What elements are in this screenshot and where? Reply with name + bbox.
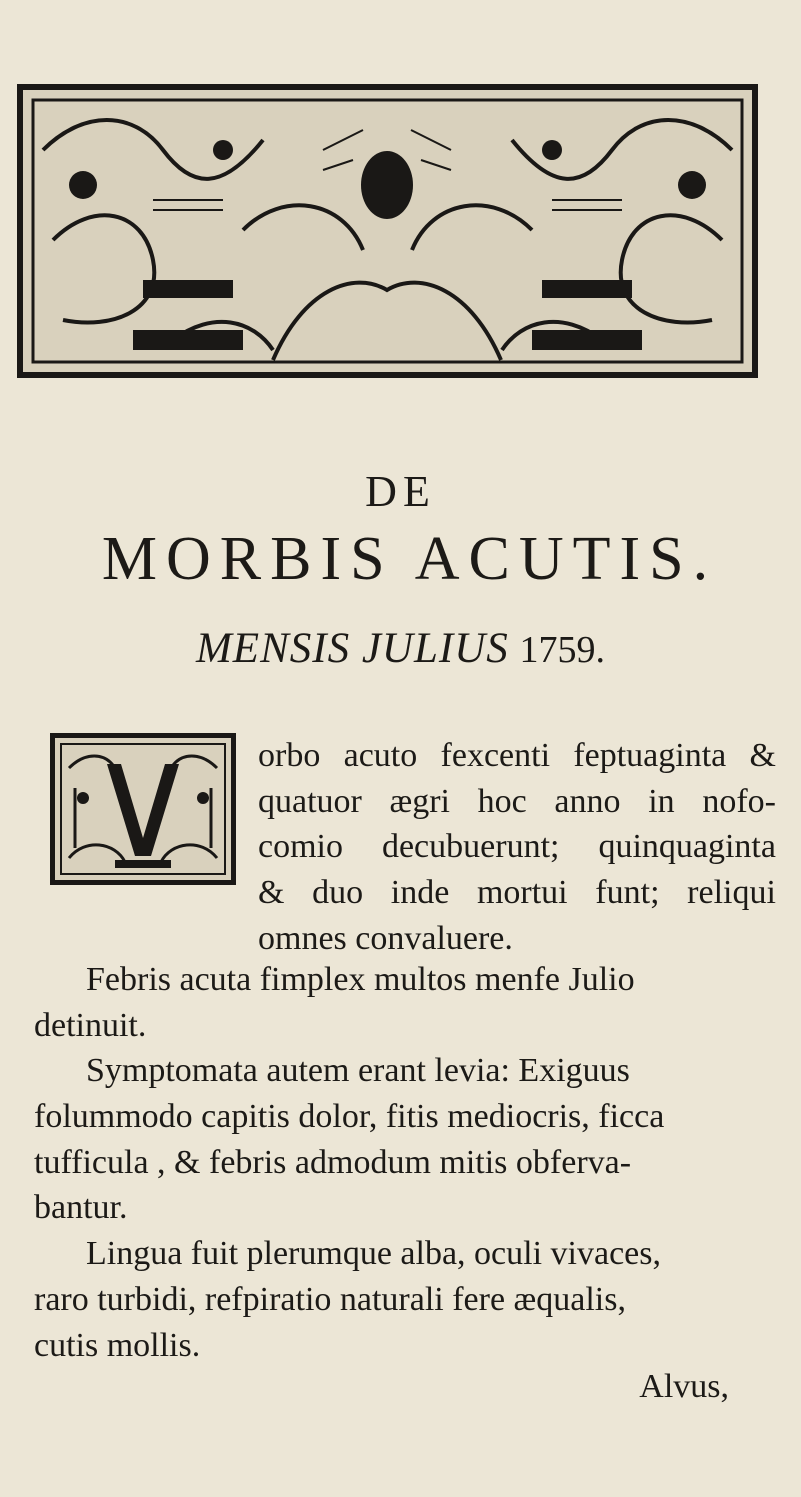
text-line: quatuor ægri hoc anno in nofo- — [258, 782, 776, 820]
title-morbis-acutis: MORBIS ACUTIS. — [101, 525, 718, 593]
text-line: raro turbidi, refpiratio naturali fere æqualis, — [34, 1280, 626, 1318]
title-month-year — [0, 624, 801, 673]
headpiece-engraving — [23, 90, 752, 372]
text-line: cutis mollis. — [34, 1326, 201, 1364]
text-line: Symptomata autem erant levia: Exiguus — [86, 1052, 630, 1090]
text-line: orbo acuto fexcenti feptuaginta & — [258, 737, 776, 774]
dropcap-letter: V — [205, 758, 206, 759]
ornamental-headpiece — [17, 84, 758, 378]
paragraph-1 — [34, 733, 776, 961]
text-line: Lingua fuit plerumque alba, oculi vivaces, — [86, 1235, 661, 1273]
title-month: MENSIS JULIUS — [195, 625, 509, 672]
catchword: Alvus, — [639, 1368, 729, 1405]
paragraphs-2-4 — [34, 957, 776, 1368]
text-line: detinuit. — [34, 1006, 147, 1044]
text-line: folummodo capitis dolor, fitis mediocris, ficca — [34, 1098, 665, 1136]
title-de: DE — [365, 467, 436, 516]
text-line: Febris acuta fimplex multos menfe Julio — [86, 961, 635, 998]
text-line: bantur. — [34, 1189, 128, 1227]
text-line: tufficula , & febris admodum mitis obferva- — [34, 1143, 632, 1181]
title-year: 1759. — [519, 629, 605, 671]
text-line: & duo inde mortui funt; reliqui — [258, 874, 776, 912]
text-line: omnes convaluere. — [258, 919, 513, 957]
text-line: comio decubuerunt; quinquaginta — [258, 828, 776, 866]
